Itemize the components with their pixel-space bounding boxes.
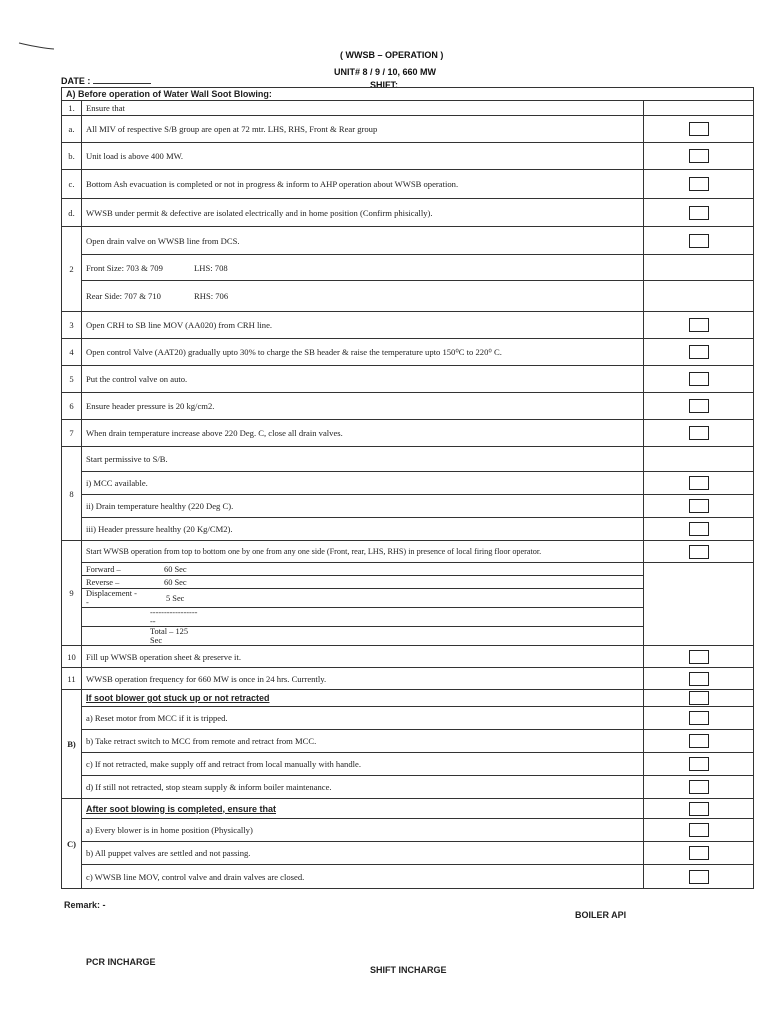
check-row: b. Unit load is above 400 MW. xyxy=(62,143,754,170)
check-text: Bottom Ash evacuation is completed or not in progress & inform to AHP operation about WWSB operation. xyxy=(82,170,644,199)
drain-front-line: Front Size: 703 & 709 LHS: 708 xyxy=(82,255,644,281)
checkbox[interactable] xyxy=(689,757,709,771)
permissive-item: iii) Header pressure healthy (20 Kg/CM2). xyxy=(82,518,644,541)
checkbox[interactable] xyxy=(689,734,709,748)
checkbox[interactable] xyxy=(689,122,709,136)
checkbox[interactable] xyxy=(689,206,709,220)
step-number: 8 xyxy=(62,447,82,541)
checkbox[interactable] xyxy=(689,426,709,440)
section-a-heading: A) Before operation of Water Wall Soot Blowing: xyxy=(62,88,754,101)
check-text: c) If not retracted, make supply off and retract from local manually with handle. xyxy=(82,753,644,776)
shift-label: SHIFT: xyxy=(370,80,398,90)
drain-rear-line: Rear Side: 707 & 710 RHS: 706 xyxy=(82,281,644,312)
check-text: Unit load is above 400 MW. xyxy=(82,143,644,170)
unit-line: UNIT# 8 / 9 / 10, 660 MW xyxy=(334,67,437,77)
checkbox[interactable] xyxy=(689,345,709,359)
check-text: Open CRH to SB line MOV (AA020) from CRH line. xyxy=(82,312,644,339)
checkbox[interactable] xyxy=(689,476,709,490)
timing-dashes: ------------------- xyxy=(142,608,202,627)
check-text: a) Reset motor from MCC if it is tripped. xyxy=(82,707,644,730)
timing-value: 5 Sec xyxy=(142,589,202,608)
checkbox[interactable] xyxy=(689,870,709,884)
check-text: d) If still not retracted, stop steam supply & inform boiler maintenance. xyxy=(82,776,644,799)
step-number: 2 xyxy=(62,227,82,312)
timing-label: Displacement - - xyxy=(82,589,142,608)
checkbox[interactable] xyxy=(689,399,709,413)
check-text: Open control Valve (AAT20) gradually upto 30% to charge the SB header & raise the temperature upto 150⁰C to 220⁰ C. xyxy=(82,339,644,366)
check-row: d. WWSB under permit & defective are isolated electrically and in home position (Confirm phisically). xyxy=(62,199,754,227)
date-label: DATE : xyxy=(61,76,91,86)
timing-label: Forward – xyxy=(82,563,142,576)
timing-block xyxy=(82,563,644,646)
check-row: 7 When drain temperature increase above 220 Deg. C, close all drain valves. xyxy=(62,420,754,447)
check-text: All MIV of respective S/B group are open at 72 mtr. LHS, RHS, Front & Rear group xyxy=(82,116,644,143)
shift-incharge-label: SHIFT INCHARGE xyxy=(370,965,447,975)
check-text: WWSB operation frequency for 660 MW is once in 24 hrs. Currently. xyxy=(82,668,644,690)
date-field xyxy=(61,75,151,86)
check-row: c. Bottom Ash evacuation is completed or not in progress & inform to AHP operation about WWSB operation. xyxy=(62,170,754,199)
checkbox[interactable] xyxy=(689,318,709,332)
remark-label: Remark: - xyxy=(64,900,106,910)
check-text: Open drain valve on WWSB line from DCS. xyxy=(82,227,644,255)
pcr-incharge-label: PCR INCHARGE xyxy=(86,957,156,967)
check-row: 4 Open control Valve (AAT20) gradually upto 30% to charge the SB header & raise the temperature upto 150⁰C to 220⁰ C. xyxy=(62,339,754,366)
step-text: Ensure that xyxy=(82,101,644,116)
form-title: ( WWSB – OPERATION ) xyxy=(340,50,444,60)
checkbox[interactable] xyxy=(689,802,709,816)
step-number: 1. xyxy=(62,101,82,116)
check-text: When drain temperature increase above 220 Deg. C, close all drain valves. xyxy=(82,420,644,447)
check-text: Fill up WWSB operation sheet & preserve it. xyxy=(82,646,644,668)
check-text: c) WWSB line MOV, control valve and drain valves are closed. xyxy=(82,865,644,889)
checkbox[interactable] xyxy=(689,234,709,248)
permissive-item: i) MCC available. xyxy=(82,472,644,495)
check-text: a) Every blower is in home position (Physically) xyxy=(82,819,644,842)
check-text: Start WWSB operation from top to bottom one by one from any one side (Front, rear, LHS, RHS) in presence of local firing floor operator. xyxy=(82,541,644,563)
permissive-item: ii) Drain temperature healthy (220 Deg C). xyxy=(82,495,644,518)
check-row: 11 WWSB operation frequency for 660 MW is once in 24 hrs. Currently. xyxy=(62,668,754,690)
checkbox[interactable] xyxy=(689,372,709,386)
check-text: b) All puppet valves are settled and not passing. xyxy=(82,842,644,865)
check-text: Start permissive to S/B. xyxy=(82,447,644,472)
check-row: a. All MIV of respective S/B group are open at 72 mtr. LHS, RHS, Front & Rear group xyxy=(62,116,754,143)
pen-stroke-mark xyxy=(18,40,56,52)
timing-label: Reverse – xyxy=(82,576,142,589)
section-c-label: C) xyxy=(62,799,82,889)
timing-table xyxy=(82,563,643,645)
checklist-table xyxy=(61,87,754,889)
checkbox[interactable] xyxy=(689,545,709,559)
check-row: 5 Put the control valve on auto. xyxy=(62,366,754,393)
checkbox[interactable] xyxy=(689,499,709,513)
section-b-heading: If soot blower got stuck up or not retracted xyxy=(82,690,644,707)
checkbox[interactable] xyxy=(689,780,709,794)
section-b-label: B) xyxy=(62,690,82,799)
timing-value: 60 Sec xyxy=(142,563,202,576)
section-c-heading: After soot blowing is completed, ensure that xyxy=(82,799,644,819)
checkbox[interactable] xyxy=(689,711,709,725)
check-row: 3 Open CRH to SB line MOV (AA020) from CRH line. xyxy=(62,312,754,339)
check-row: 6 Ensure header pressure is 20 kg/cm2. xyxy=(62,393,754,420)
check-text: b) Take retract switch to MCC from remote and retract from MCC. xyxy=(82,730,644,753)
timing-total: Total – 125 Sec xyxy=(150,627,189,645)
checkbox[interactable] xyxy=(689,846,709,860)
checkbox[interactable] xyxy=(689,823,709,837)
checkbox[interactable] xyxy=(689,672,709,686)
check-text: WWSB under permit & defective are isolated electrically and in home position (Confirm phisically). xyxy=(82,199,644,227)
check-row: 10 Fill up WWSB operation sheet & preserve it. xyxy=(62,646,754,668)
check-text: Ensure header pressure is 20 kg/cm2. xyxy=(82,393,644,420)
timing-value: 60 Sec xyxy=(142,576,202,589)
boiler-signature-label: BOILER API xyxy=(575,910,627,920)
checkbox[interactable] xyxy=(689,177,709,191)
checkbox[interactable] xyxy=(689,522,709,536)
checkbox[interactable] xyxy=(689,149,709,163)
step-number: 9 xyxy=(62,541,82,646)
checkbox[interactable] xyxy=(689,691,709,705)
check-text: Put the control valve on auto. xyxy=(82,366,644,393)
checkbox[interactable] xyxy=(689,650,709,664)
